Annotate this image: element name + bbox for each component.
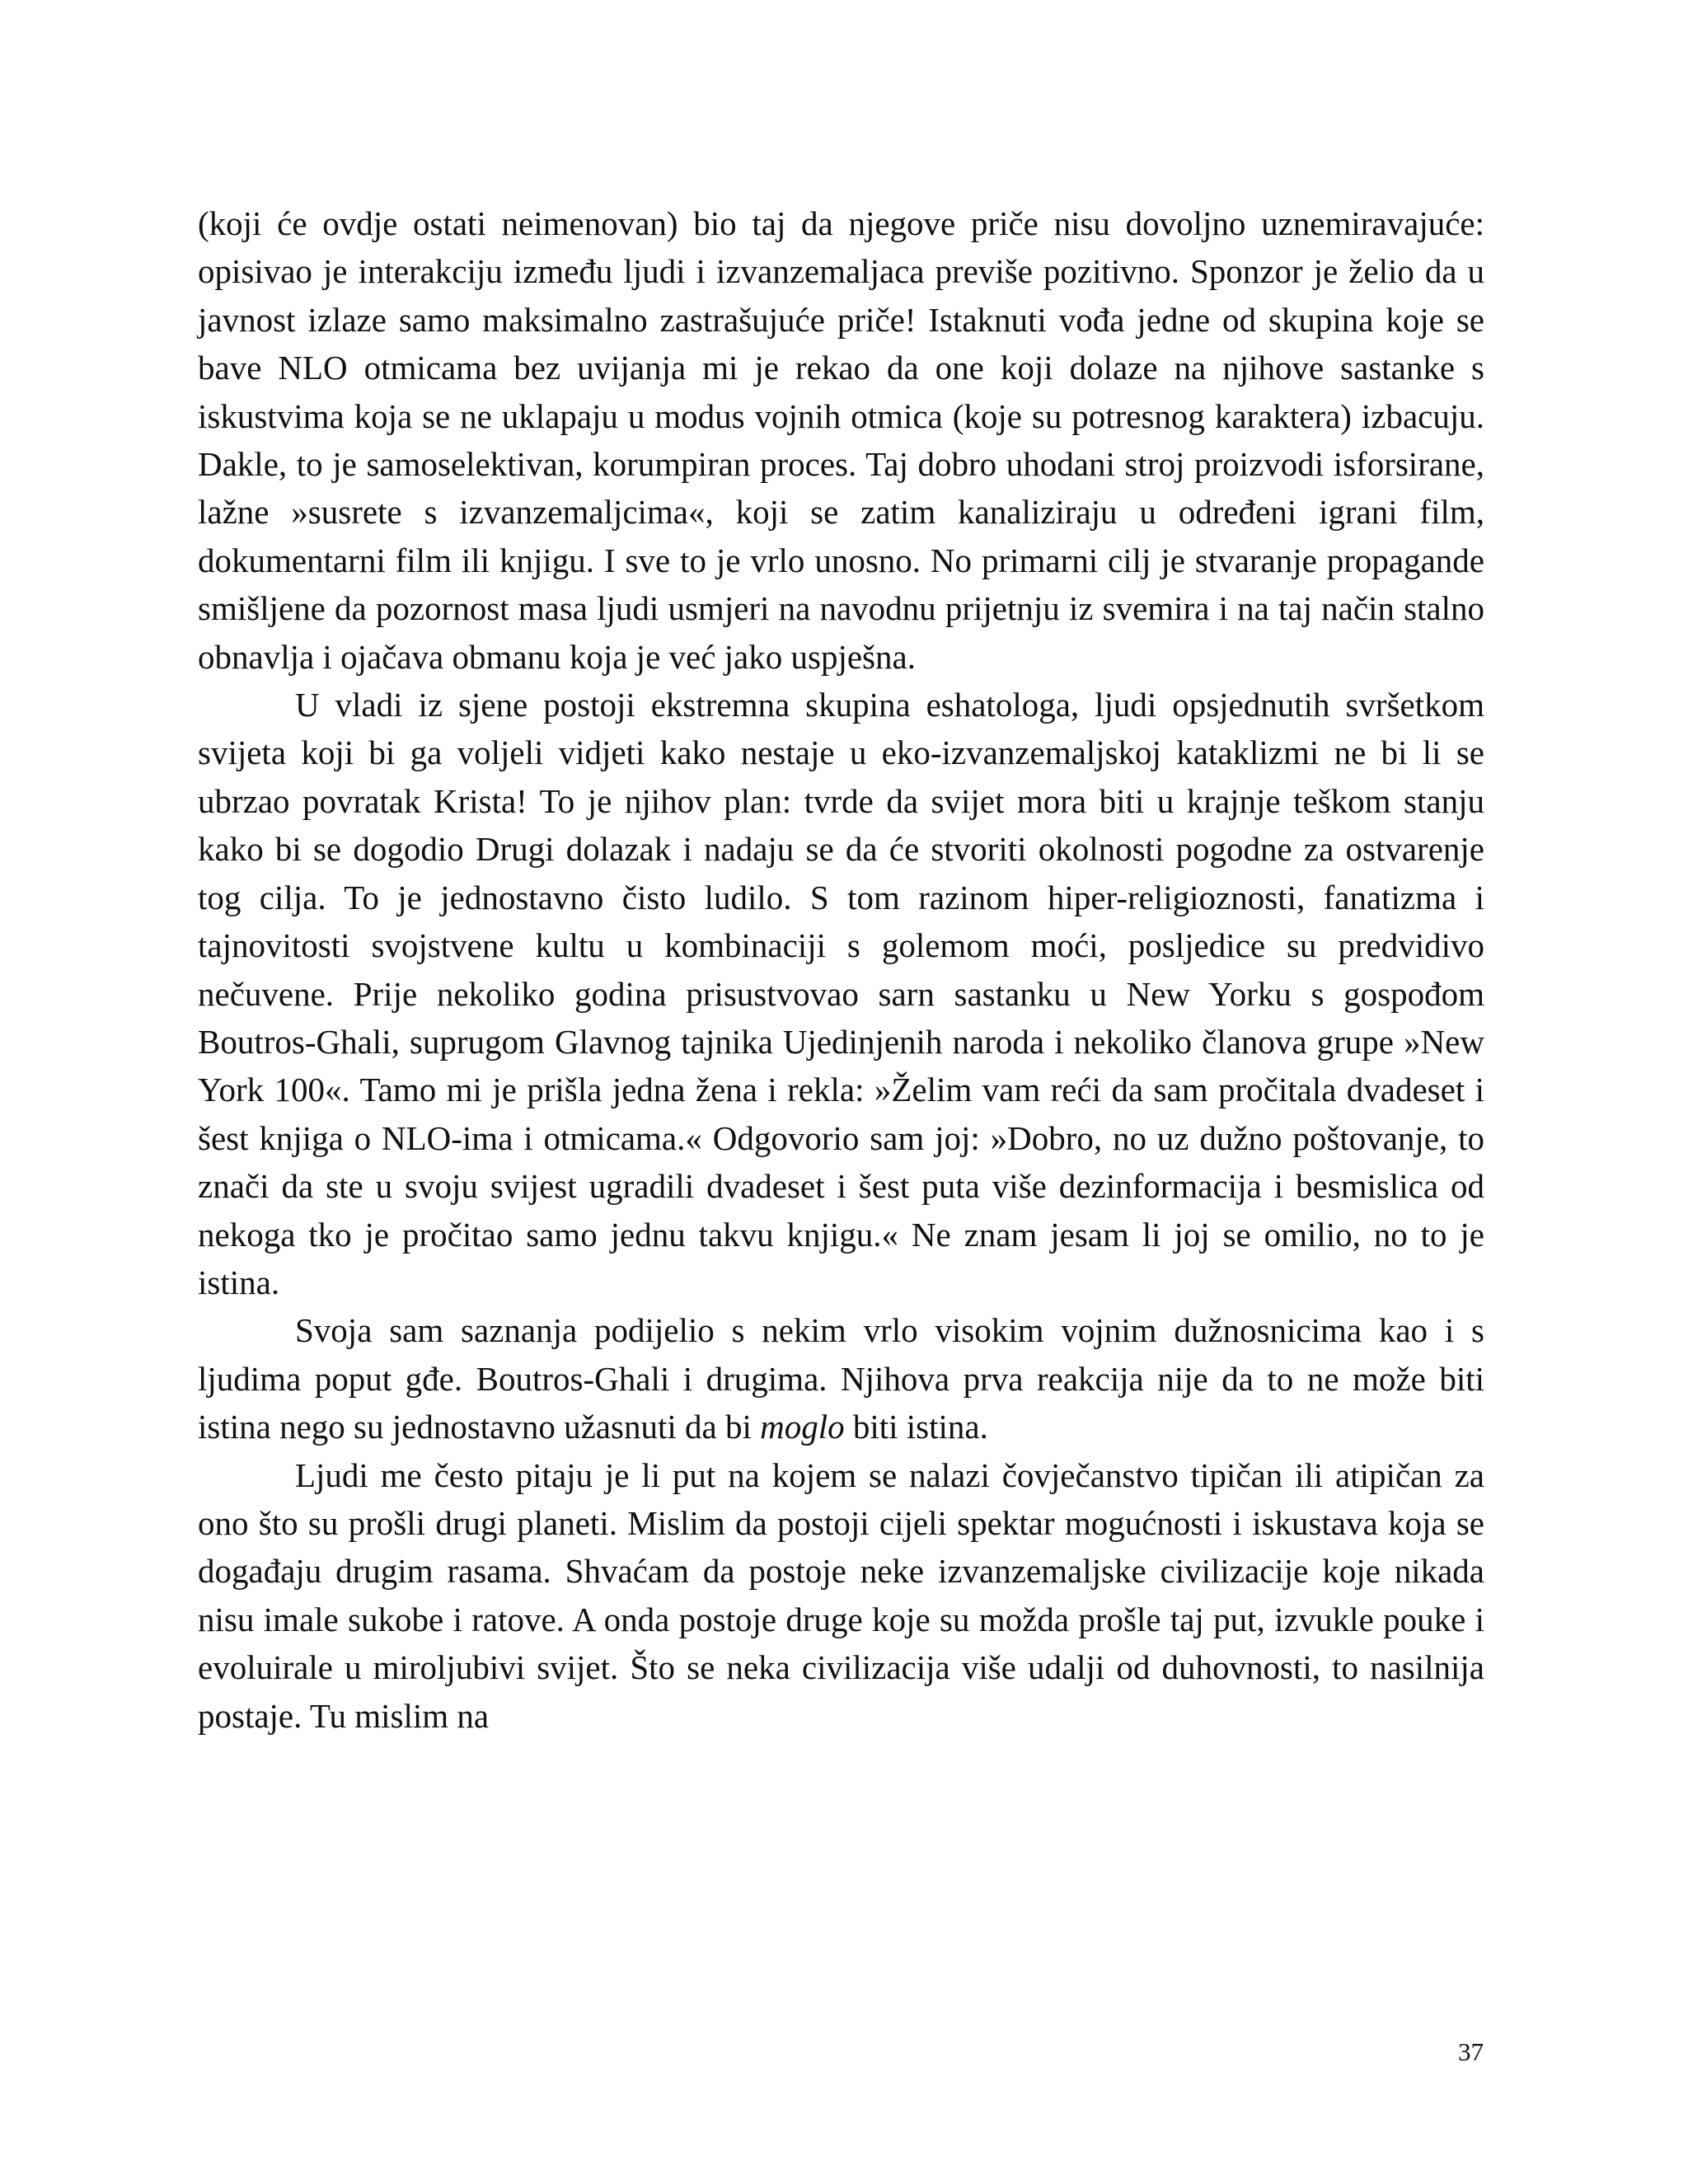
italic-word: moglo bbox=[760, 1408, 845, 1446]
paragraph-text: Ljudi me često pitaju je li put na kojem se nalazi čovječanstvo tipičan ili atipičan za ono što su prošli drugi planeti. Mislim da postoji cijeli spektar mogućnosti i iskustava koja se događaju drugim rasama. Shvaćam da postoje neke izvanzemaljske civilizacije koje nikada nisu imale sukobe i ratove. A onda postoje druge koje su možda prošle taj put, izvukle pouke i evoluirale u miroljubivi svijet. Što se neka civilizacija više udalji od duhovnosti, to nasilnija postaje. Tu mislim na bbox=[198, 1455, 1484, 1735]
paragraph-3 bbox=[198, 1306, 1484, 1451]
paragraph-1 bbox=[198, 199, 1484, 681]
paragraph-text: biti istina. bbox=[844, 1408, 988, 1446]
paragraph-2 bbox=[198, 681, 1484, 1306]
paragraph-text: (koji će ovdje ostati neimenovan) bio taj da njegove priče nisu dovoljno uznemiravajuće: opisivao je interakciju između ljudi i izvanzemaljaca previše pozitivno. Sponzor je želio da u javnost izlaze samo maksimalno zastrašujuće priče! Istaknuti vođa jedne od skupina koje se bave NLO otmicama bez uvijanja mi je rekao da one koji dolaze na njihove sastanke s iskustvima koja se ne uklapaju u modus vojnih otmica (koje su potresnog karaktera) izbacuju. Dakle, to je samoselektivan, korumpiran proces. Taj dobro uhodani stroj proizvodi isforsirane, lažne »susrete s izvanzemaljcima«, koji se zatim kanaliziraju u određeni igrani film, dokumentarni film ili knjigu. I sve to je vrlo unosno. No primarni cilj je stvaranje propagande smišljene da pozornost masa ljudi usmjeri na navodnu prijetnju iz svemira i na taj način stalno obnavlja i ojačava obmanu koja je već jako uspješna. bbox=[198, 204, 1484, 676]
paragraph-text: U vladi iz sjene postoji ekstremna skupina eshatologa, ljudi opsjednutih svršetkom svijeta koji bi ga voljeli vidjeti kako nestaje u eko-izvanzemaljskoj kataklizmi ne bi li se ubrzao povratak Krista! To je njihov plan: tvrde da svijet mora biti u krajnje teškom stanju kako bi se dogodio Drugi dolazak i nadaju se da će stvoriti okolnosti pogodne za ostvarenje tog cilja. To je jednostavno čisto ludilo. S tom razinom hiper-religioznosti, fanatizma i tajnovitosti svojstvene kultu u kombinaciji s golemom moći, posljedice su predvidivo nečuvene. Prije nekoliko godina prisustvovao sarn sastanku u New Yorku s gospođom Boutros-Ghali, suprugom Glavnog tajnika Ujedinjenih naroda i nekoliko članova grupe »New York 100«. Tamo mi je prišla jedna žena i rekla: »Želim vam reći da sam pročitala dvadeset i šest knjiga o NLO-ima i otmicama.« Odgovorio sam joj: »Dobro, no uz dužno poštovanje, to znači da ste u svoju svijest ugradili dvadeset i šest puta više dezinformacija i besmislica od nekoga tko je pročitao samo jednu takvu knjigu.« Ne znam jesam li joj se omilio, no to je istina. bbox=[198, 686, 1484, 1301]
body-text bbox=[198, 199, 1484, 1740]
paragraph-4 bbox=[198, 1451, 1484, 1740]
page-number: 37 bbox=[1458, 2037, 1484, 2066]
paragraph-text: Svoja sam saznanja podijelio s nekim vrlo visokim vojnim dužnosnicima kao i s ljudima poput gđe. Boutros-Ghali i drugima. Njihova prva reakcija nije da to ne može biti istina nego su jednostavno užasnuti da bi bbox=[198, 1311, 1484, 1446]
